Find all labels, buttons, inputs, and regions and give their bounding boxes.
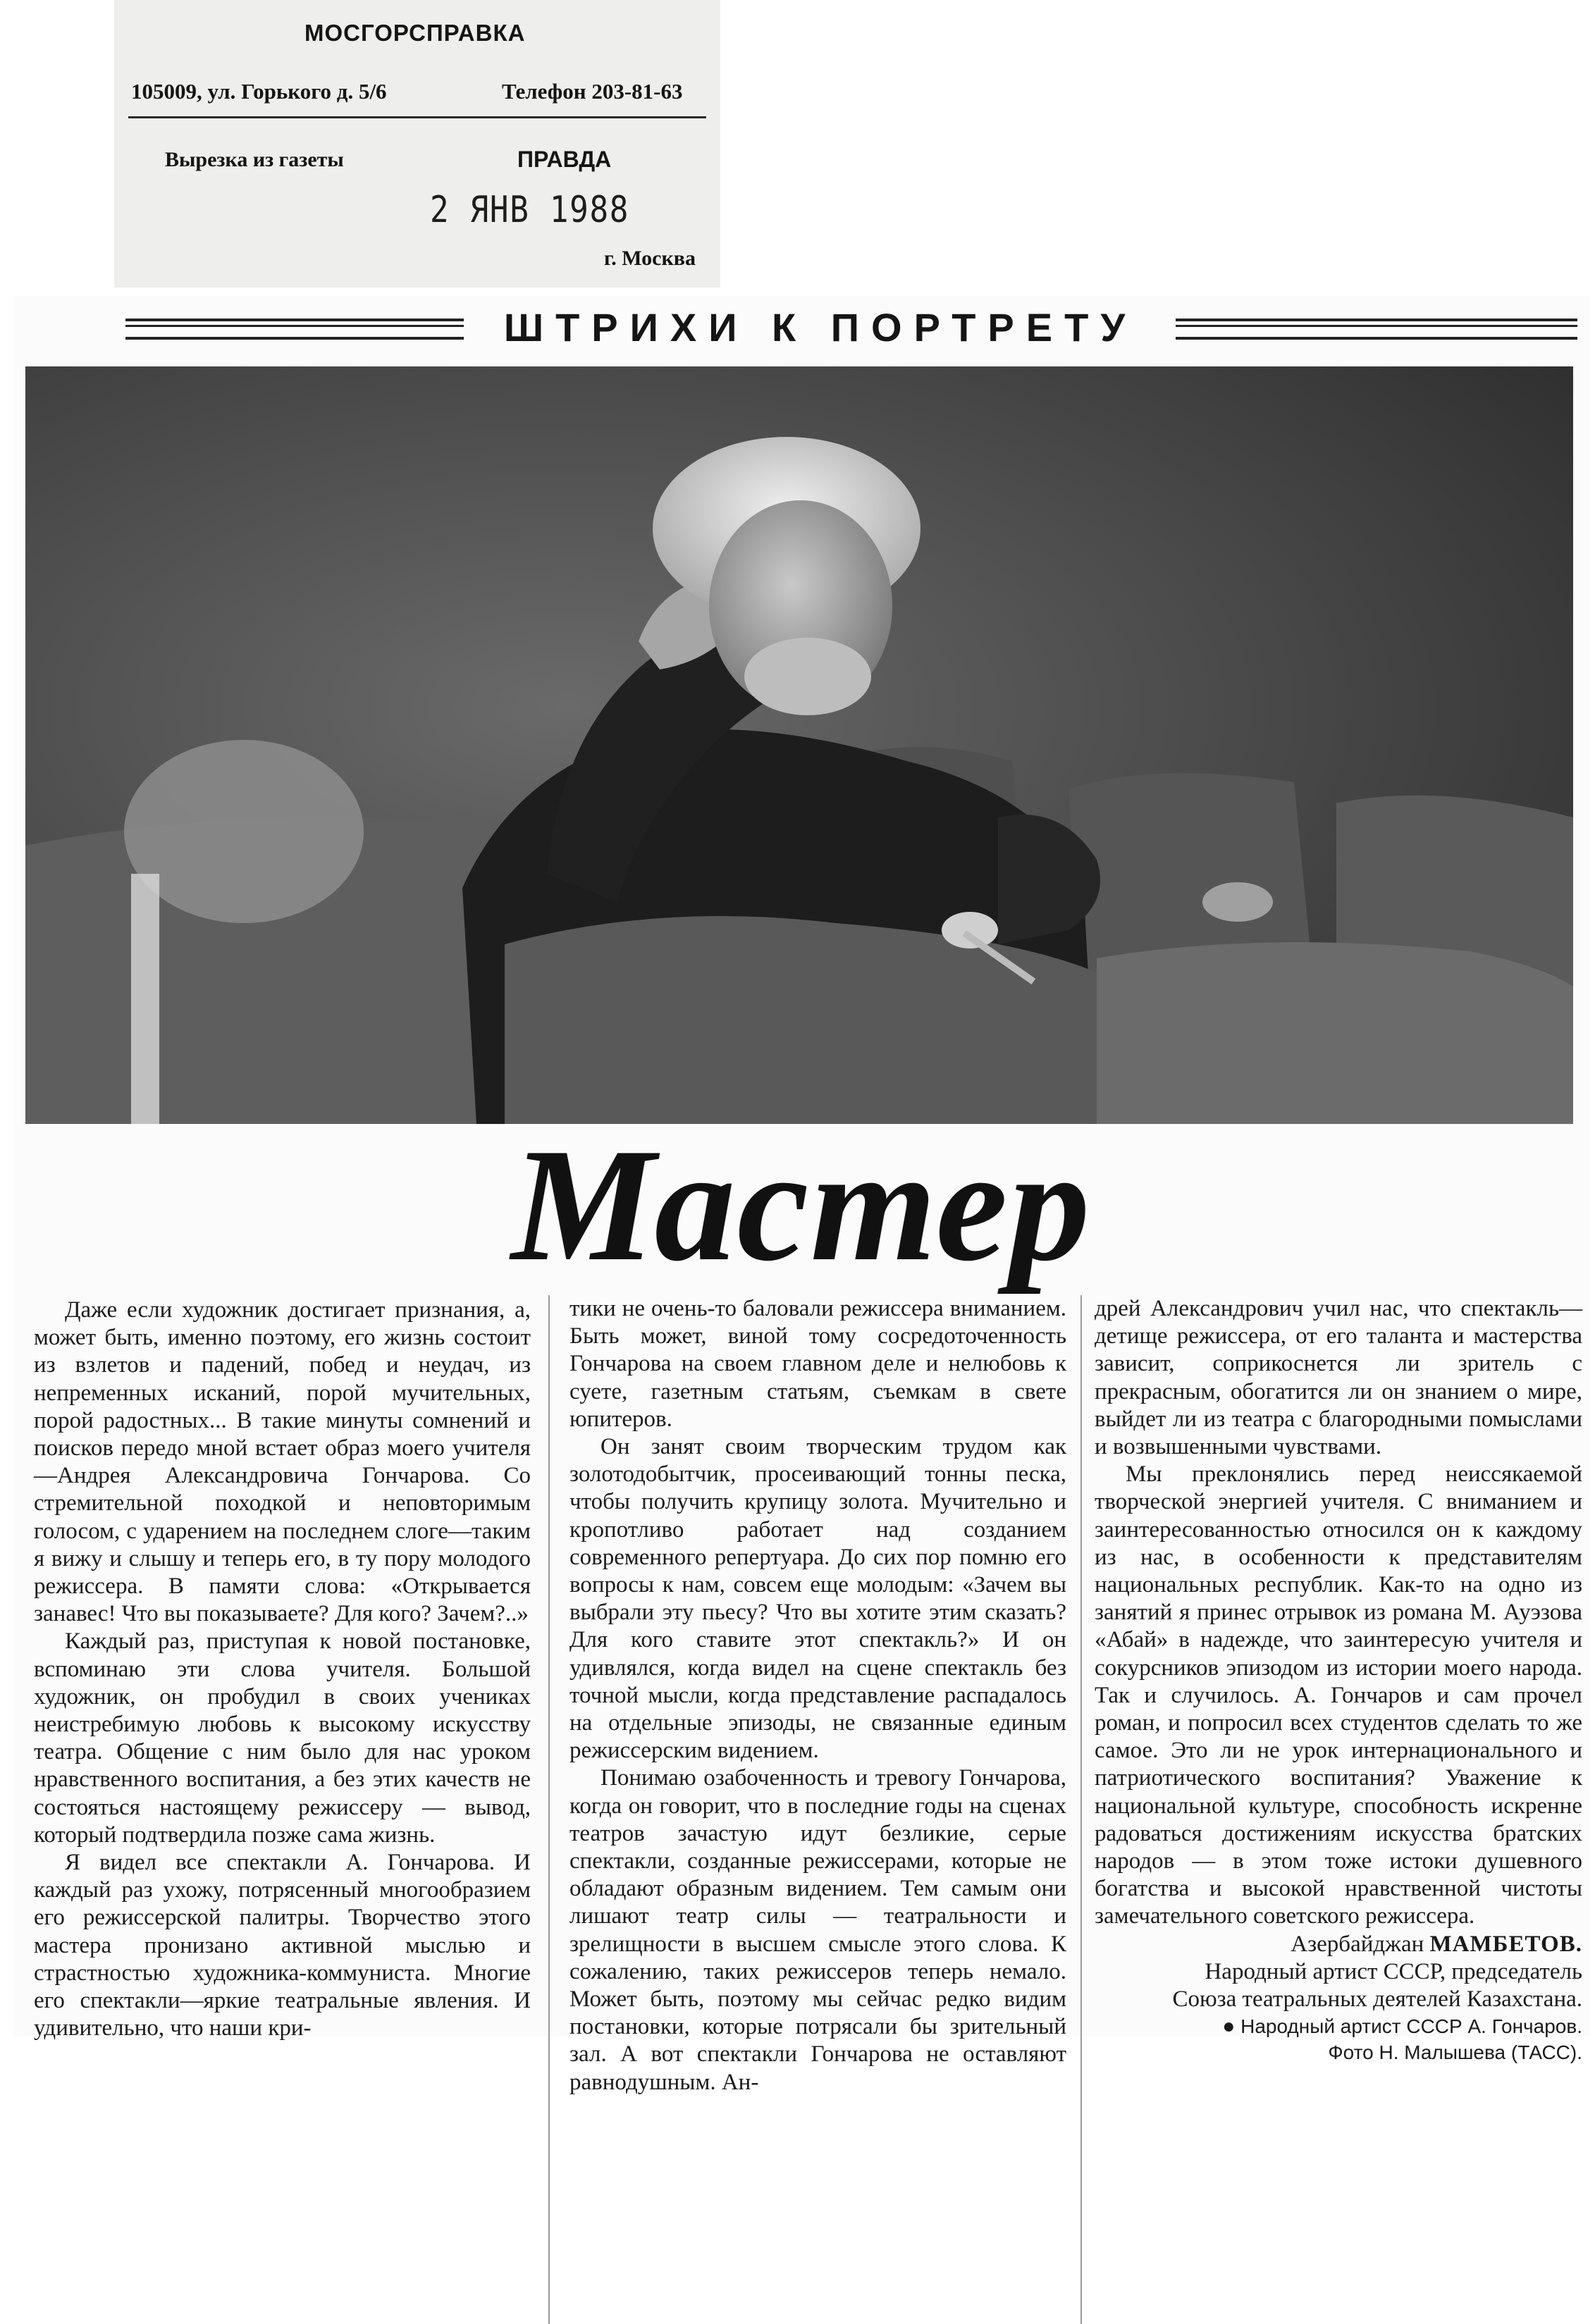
paragraph: Он занят своим творческим трудом как золотодобытчик, просеивающий тонны песка, чтобы получить крупицу золота. Мучительно и кропотливо работает над созданием современного репертуара. До сих пор помню его вопросы к нам, совсем еще молодым: «Зачем вы выбрали эту пьесу? Что вы хотите этим сказать? Для кого ставите этот спектакль?» И он удивлялся, когда видел на сцене спектакль без точной мысли, когда представление распадалось на отдельные эпизоды, не связанные единым режиссерским видением. (569, 1434, 1066, 1764)
paragraph: Даже если художник достигает признания, а, может быть, именно поэтому, его жизнь состоит из взлетов и падений, побед и неудач, из непременных исканий, порой мучительных, порой радостных... В такие минуты сомнений и поисков передо мной встает образ моего учителя—Андрея Александровича Гончарова. Со стремительной походкой и неповторимым голосом, с ударением на последнем слоге—таким я вижу и слышу и теперь его, в ту пору молодого режиссера. В памяти слова: «Открывается занавес! Что вы показываете? Для кого? Зачем?..» (34, 1297, 531, 1627)
paragraph: Понимаю озабоченность и тревогу Гончарова, когда он говорит, что в последние годы на сценах театров зачастую идут безликие, серые спектакли, созданные режиссерами, которые не обладают образным видением. Тем самым они лишают театр силы — театральности и зрелищности в высшем смысле этого слова. К сожалению, таких режиссеров теперь немало. Может быть, поэтому мы сейчас редко видим постановки, которые потрясали бы зрительный зал. А вот спектакли Гончарова не оставляют равнодушным. Ан- (569, 1765, 1066, 2095)
photo-credit: Фото Н. Малышева (ТАСС). (1328, 2041, 1582, 2063)
rubric-title: ШТРИХИ К ПОРТРЕТУ (503, 305, 1138, 350)
stamp-phone: Телефон 203-81-63 (502, 79, 683, 104)
article-column-2 (569, 1295, 1066, 2096)
article-column-3 (1095, 1295, 1582, 2065)
article-column-1 (34, 1297, 531, 2042)
stamp-rule (128, 116, 706, 118)
author-signature (1095, 1931, 1582, 1958)
portrait-photo-drawing (25, 366, 1573, 1124)
portrait-photo (25, 366, 1573, 1124)
stamp-organization: МОСГОРСПРАВКА (304, 20, 526, 46)
stamp-clipping-label: Вырезка из газеты (165, 148, 344, 171)
author-last-name: МАМБЕТОВ. (1429, 1931, 1582, 1957)
author-first-name: Азербайджан (1291, 1931, 1424, 1957)
stamp-date: 2 ЯНВ 1988 (430, 189, 630, 231)
column-divider-2 (1080, 1295, 1082, 2324)
author-role-2: Союза театральных деятелей Казахстана. (1172, 1986, 1582, 2012)
paragraph: дрей Александрович учил нас, что спектакль—детище режиссера, от его таланта и мастерства зависит, соприкоснется ли зритель с прекрасным, обогатится ли он знанием о мире, выйдет ли из театра с благородными помыслами и возвышенными чувствами. (1095, 1296, 1582, 1460)
rubric-rule-right (1176, 319, 1577, 340)
paragraph: Я видел все спектакли А. Гончарова. И каждый раз ухожу, потрясенный многообразием его режиссерской палитры. Творчество этого мастера пронизано активной мыслью и страстностью художника-коммуниста. Многие его спектакли—яркие театральные явления. И удивительно, что наши кри- (34, 1850, 531, 2041)
rubric-rule-left (125, 319, 464, 340)
stamp-newspaper: ПРАВДА (517, 147, 612, 172)
column-divider-1 (548, 1295, 550, 2324)
caption-text: Народный артист СССР А. Гончаров. (1240, 2015, 1582, 2037)
paragraph: Мы преклонялись перед неиссякаемой творческой энергией учителя. С вниманием и заинтересованностью относился он к каждому из нас, в особенности к представителям национальных республик. Как-то на одно из занятий я принес отрывок из романа М. Ауэзова «Абай» в надежде, что заинтересую учителя и сокурсников эпизодом из истории моего народа. Так и случилось. А. Гончаров и сам прочел роман, и попросил всех студентов сделать то же самое. Это ли не урок интернационального и патриотического воспитания? Уважение к национальной культуре, способность искренне радоваться достижениям искусства братских народов — в этом тоже истоки душевного богатства и высокой нравственной чистоты замечательного советского режиссера. (1095, 1461, 1582, 1929)
paragraph: Каждый раз, приступая к новой постановке, вспоминаю эти слова учителя. Большой художник, он пробудил в своих учениках неистребимую любовь к высокому искусству театра. Общение с ним было для нас уроком нравственного воспитания, а без этих качеств не состояться настоящему режиссеру — вывод, который подтвердила позже сама жизнь. (34, 1628, 531, 1848)
rubric-header (125, 304, 1577, 351)
photo-caption-line-1 (1095, 2013, 1582, 2039)
stamp-city: г. Москва (604, 247, 696, 270)
author-role-1: Народный артист СССР, председатель (1205, 1958, 1582, 1984)
bullet-icon: ● (1222, 2014, 1236, 2038)
paragraph: тики не очень-то баловали режиссера вниманием. Быть может, виной тому сосредоточенность Гончарова на своем главном деле и нелюбовь к суете, газетным статьям, съемкам в свете юпитеров. (569, 1296, 1066, 1432)
stamp-address: 105009, ул. Горького д. 5/6 (131, 79, 387, 104)
article-headline: Мастер (511, 1115, 1092, 1294)
archive-stamp (114, 0, 720, 288)
newspaper-clipping (13, 296, 1590, 2095)
